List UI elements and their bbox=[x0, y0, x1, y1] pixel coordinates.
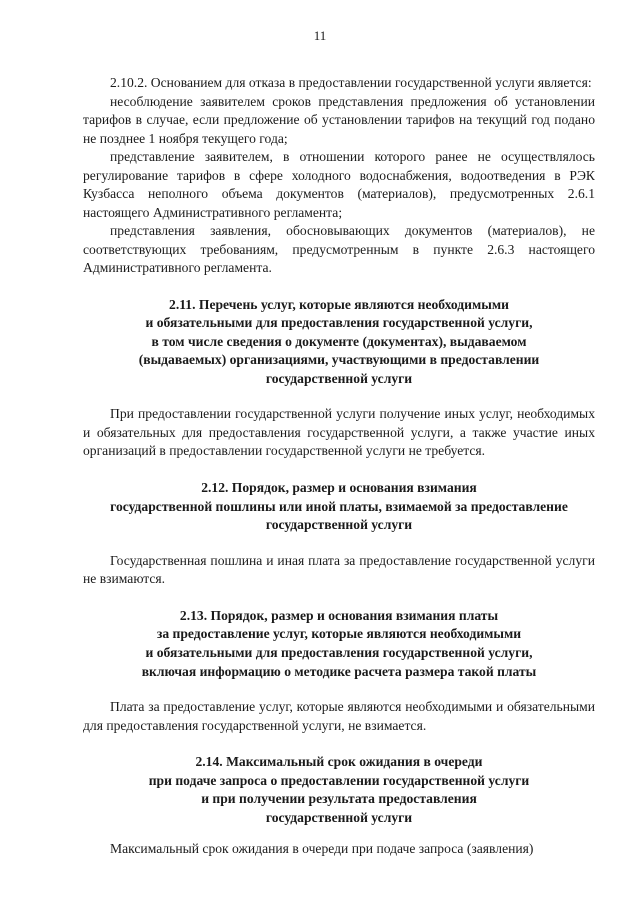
section-title-line: 2.13. Порядок, размер и основания взимания платы bbox=[179, 607, 499, 623]
section-title-line: за предоставление услуг, которые являются необходимыми bbox=[156, 626, 522, 642]
section-body-2-11: При предоставлении государственной услуги получение иных услуг, необходимых и обязательных для предоставления государственной услуги, а также участие иных организаций в предоставлении государственной услуги не требуется. bbox=[83, 406, 595, 459]
page-number: 11 bbox=[313, 28, 327, 43]
paragraph-2-10-2-item-1: несоблюдение заявителем сроков представления предложения об установлении тарифов в случае, если предложение об установлении тарифов на текущий год подано не позднее 1 ноября текущего года; bbox=[83, 93, 595, 146]
section-title-2-12 bbox=[83, 479, 595, 535]
paragraph-2-10-2-item-3: представления заявления, обосновывающих документов (материалов), не соответствующих требованиям, предусмотренным в пункте 2.6.3 настоящего Административного регламента. bbox=[83, 223, 595, 275]
section-title-line: государственной услуги bbox=[265, 370, 413, 386]
section-title-2-13 bbox=[83, 607, 595, 681]
section-title-line: включая информацию о методике расчета размера такой платы bbox=[141, 663, 537, 679]
section-title-line: и при получении результата предоставления bbox=[201, 791, 477, 807]
section-body-2-14: Максимальный срок ожидания в очереди при подаче запроса (заявления) bbox=[110, 840, 534, 856]
section-body-2-12: Государственная пошлина и иная плата за предоставление государственной услуги не взимаются. bbox=[83, 552, 595, 587]
section-title-line: 2.14. Максимальный срок ожидания в очереди bbox=[195, 754, 483, 770]
section-title-2-14 bbox=[83, 753, 595, 827]
section-body-2-13: Плата за предоставление услуг, которые являются необходимыми и обязательными для предоставления государственной услуги, не взимается. bbox=[83, 699, 595, 733]
page-content bbox=[83, 74, 595, 858]
section-title-line: государственной услуги bbox=[265, 809, 413, 825]
section-title-line: и обязательными для предоставления государственной услуги, bbox=[145, 315, 533, 331]
section-title-line: 2.12. Порядок, размер и основания взимания bbox=[201, 479, 477, 495]
paragraph-2-10-2-intro: 2.10.2. Основанием для отказа в предоставлении государственной услуги является: bbox=[110, 75, 592, 90]
section-title-line: и обязательными для предоставления государственной услуги, bbox=[145, 644, 533, 660]
section-title-line: государственной услуги bbox=[265, 517, 413, 533]
paragraph-2-10-2-item-2: представление заявителем, в отношении которого ранее не осуществлялось регулирование тарифов в сфере холодного водоснабжения, водоотведения в РЭК Кузбасса неполного объема документов (материалов), предусмотренных 2.6.1 настоящего Административного регламента; bbox=[83, 149, 595, 220]
section-title-line: 2.11. Перечень услуг, которые являются необходимыми bbox=[169, 296, 509, 312]
section-title-line: в том числе сведения о документе (документах), выдаваемом bbox=[151, 333, 527, 349]
section-title-line: государственной пошлины или иной платы, взимаемой за предоставление bbox=[110, 498, 568, 514]
section-title-line: (выдаваемых) организациями, участвующими в предоставлении bbox=[138, 352, 540, 368]
section-title-2-11 bbox=[83, 296, 595, 389]
section-title-line: при подаче запроса о предоставлении государственной услуги bbox=[148, 772, 530, 788]
